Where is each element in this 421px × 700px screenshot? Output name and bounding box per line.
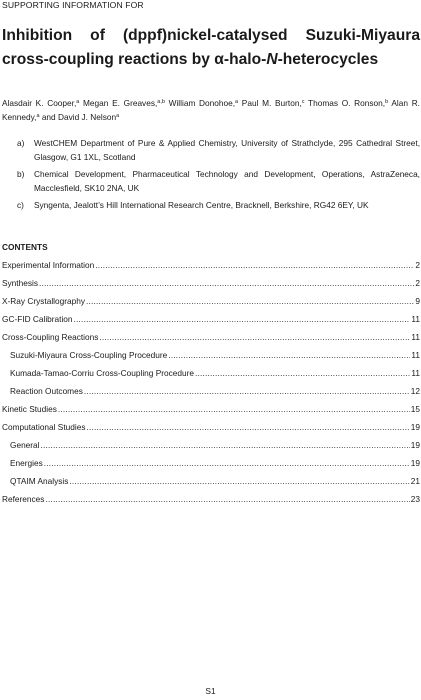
toc-entry-page: 11 — [411, 314, 420, 324]
toc-leader-dots — [74, 310, 411, 328]
toc-entry-label: QTAIM Analysis — [10, 476, 69, 486]
toc-entry-page: 19 — [410, 458, 420, 468]
toc-entry-page: 11 — [411, 368, 420, 378]
toc-entry-label: X-Ray Crystallography — [2, 296, 85, 306]
toc-entry-page: 2 — [415, 260, 420, 270]
toc-entry[interactable] — [2, 382, 420, 400]
author: Alasdair K. Cooper,$^a$ — [2, 98, 80, 108]
affiliation-letter: c) — [17, 199, 24, 210]
paper-title: Inhibition of (dppf)nickel-catalysed Suzuki-Miyaura cross-coupling reactions by α-halo-N-heterocycles — [2, 27, 420, 68]
toc-entry-label: Kinetic Studies — [2, 404, 57, 414]
toc-entry-page: 2 — [415, 278, 420, 288]
toc-entry[interactable] — [2, 490, 420, 508]
toc-entry[interactable] — [2, 472, 420, 490]
toc-entry-label: Energies — [10, 458, 43, 468]
toc-entry-label: Reaction Outcomes — [10, 386, 83, 396]
toc-entry-label: General — [10, 440, 40, 450]
toc-entry-page: 23 — [410, 494, 420, 504]
toc-entry-label: Suzuki-Miyaura Cross-Coupling Procedure — [10, 350, 168, 360]
toc-entry-label: Cross-Coupling Reactions — [2, 332, 99, 342]
toc-leader-dots — [44, 454, 410, 472]
toc-entry[interactable] — [2, 274, 420, 292]
toc-entry[interactable] — [2, 328, 420, 346]
toc-leader-dots — [58, 400, 410, 418]
toc-entry[interactable] — [2, 454, 420, 472]
toc-leader-dots — [99, 328, 410, 346]
toc-entry-label: Kumada-Tamao-Corriu Cross-Coupling Procedure — [10, 368, 194, 378]
toc-entry-label: References — [2, 494, 45, 504]
author: Alan R. Kennedy,$^a$ — [2, 98, 420, 122]
toc-leader-dots — [86, 418, 409, 436]
toc-entry-label: Experimental Information — [2, 260, 95, 270]
affiliation-letter: a) — [17, 138, 25, 148]
affiliation-text: Syngenta, Jealott’s Hill International Research Centre, Bracknell, Berkshire, RG42 6EY, UK — [34, 199, 369, 210]
author: Megan E. Greaves,$^{a,b}$ — [79, 98, 165, 108]
contents-heading: CONTENTS — [2, 242, 48, 252]
author-list — [2, 96, 420, 124]
toc-entry[interactable] — [2, 418, 420, 436]
toc-leader-dots — [95, 256, 414, 274]
affiliation-item — [17, 136, 420, 164]
toc-entry-label: Synthesis — [2, 278, 38, 288]
toc-leader-dots — [86, 292, 414, 310]
toc-entry[interactable] — [2, 292, 420, 310]
toc-entry-page: 11 — [411, 350, 420, 360]
toc-entry[interactable] — [2, 364, 420, 382]
affiliation-letter: b) — [17, 168, 25, 179]
supporting-info-header: SUPPORTING INFORMATION FOR — [2, 0, 144, 10]
toc-entry-page: 9 — [415, 296, 420, 306]
toc-entry[interactable] — [2, 436, 420, 454]
toc-leader-dots — [41, 436, 410, 454]
toc-entry-page: 21 — [410, 476, 420, 486]
author: Thomas O. Ronson,$^b$ — [304, 98, 389, 108]
toc-leader-dots — [69, 472, 409, 490]
toc-leader-dots — [84, 382, 410, 400]
toc-entry-page: 15 — [410, 404, 420, 414]
toc-entry[interactable] — [2, 346, 420, 364]
toc-entry-page: 11 — [411, 332, 420, 342]
toc-entry[interactable] — [2, 256, 420, 274]
author: Paul M. Burton,$^c$ — [238, 98, 305, 108]
toc-entry-label: Computational Studies — [2, 422, 86, 432]
toc-entry-label: GC-FID Calibration — [2, 314, 73, 324]
toc-entry-page: 12 — [410, 386, 420, 396]
toc-entry[interactable] — [2, 400, 420, 418]
page-number: S1 — [205, 686, 216, 696]
toc-leader-dots — [195, 364, 410, 382]
affiliation-list — [17, 136, 420, 215]
affiliation-text: Chemical Development, Pharmaceutical Technology and Development, Operations, AstraZeneca, Macclesfield, SK10 2NA, UK — [34, 168, 420, 194]
affiliation-item — [17, 167, 420, 195]
table-of-contents — [2, 256, 420, 508]
toc-entry-page: 19 — [410, 422, 420, 432]
toc-leader-dots — [168, 346, 410, 364]
toc-leader-dots — [39, 274, 414, 292]
toc-entry-page: 19 — [410, 440, 420, 450]
toc-leader-dots — [45, 490, 409, 508]
toc-entry[interactable] — [2, 310, 420, 328]
affiliation-item — [17, 198, 420, 212]
affiliation-text: WestCHEM Department of Pure & Applied Chemistry, University of Strathclyde, 295 Cathedral Street, Glasgow, G1 1XL, Scotland — [34, 138, 420, 163]
author: William Donohoe,$^a$ — [164, 98, 239, 108]
author: and David J. Nelson$^a$ — [39, 112, 120, 122]
